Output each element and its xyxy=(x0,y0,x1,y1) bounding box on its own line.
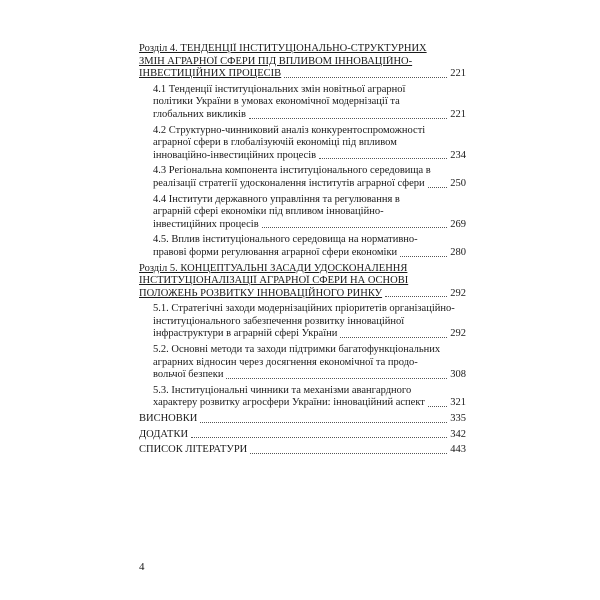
toc-entry-last-line xyxy=(153,178,466,191)
toc-entry-last-line xyxy=(139,288,466,301)
toc-entry-last-line xyxy=(153,328,466,341)
toc-entry-last-line xyxy=(153,397,466,410)
toc-entry-s4-1 xyxy=(139,84,466,122)
toc-entry-last-line xyxy=(153,219,466,232)
table-of-contents xyxy=(139,41,466,460)
toc-entry-title-line: аграрній сфері економіки під впливом інноваційно- xyxy=(153,206,384,218)
toc-entry-page: 250 xyxy=(450,177,466,189)
toc-entry-title-line: вольчої безпеки xyxy=(153,369,224,381)
toc-entry-last-line xyxy=(139,429,466,442)
toc-entry-page: 269 xyxy=(450,218,466,230)
toc-entry-title-line: правові форми регулювання аграрної сфери економіки xyxy=(153,246,398,258)
dot-leader xyxy=(400,256,447,257)
dot-leader xyxy=(428,406,447,407)
dot-leader xyxy=(191,437,447,438)
toc-entry-page: 321 xyxy=(450,397,466,409)
toc-entry-title-line: ЗМІН АГРАРНОЇ СФЕРИ ПІД ВПЛИВОМ ІННОВАЦІЙНО- xyxy=(139,55,413,67)
toc-entry-last-line xyxy=(153,150,466,163)
toc-entry-page: 221 xyxy=(450,108,466,120)
dot-leader xyxy=(284,77,447,78)
page-number: 4 xyxy=(139,561,145,573)
dot-leader xyxy=(262,227,448,228)
toc-entry-last-line xyxy=(139,68,466,81)
toc-entry-title-line: Розділ 4. ТЕНДЕНЦІЇ ІНСТИТУЦІОНАЛЬНО-СТРУКТУРНИХ xyxy=(139,43,427,54)
toc-entry-title-line: СПИСОК ЛІТЕРАТУРИ xyxy=(139,444,248,456)
toc-entry-page: 280 xyxy=(450,246,466,258)
toc-entry-title-line: 4.4 Інститути державного управління та регулювання в xyxy=(153,193,400,205)
toc-entry-conclusions xyxy=(139,413,466,426)
toc-entry-title-line: інституціонального забезпечення розвитку інноваційної xyxy=(153,315,405,327)
dot-leader xyxy=(340,337,447,338)
toc-entry-title-line: інноваційно-інвестиційних процесів xyxy=(153,149,317,161)
toc-entry-last-line xyxy=(139,413,466,426)
toc-entry-title-line: інфраструктури в аграрній сфері України xyxy=(153,328,338,340)
toc-entry-s5-1 xyxy=(139,303,466,341)
dot-leader xyxy=(200,422,447,423)
toc-entry-page: 335 xyxy=(450,413,466,425)
toc-entry-title-line: 5.3. Інституціональні чинники та механізми авангардного xyxy=(153,384,412,396)
toc-entry-s5-2 xyxy=(139,344,466,382)
toc-entry-title-line: ДОДАТКИ xyxy=(139,428,189,440)
dot-leader xyxy=(250,453,447,454)
toc-entry-title-line: 4.3 Регіональна компонента інституціонального середовища в xyxy=(153,165,431,177)
toc-entry-title-line: ВИСНОВКИ xyxy=(139,413,198,425)
toc-entry-s4 xyxy=(139,43,466,81)
toc-entry-title-line: політики України в умовах економічної модернізації та xyxy=(153,96,400,108)
toc-entry-last-line xyxy=(139,444,466,457)
toc-entry-title-line: 4.2 Структурно-чинниковий аналіз конкурентоспроможності xyxy=(153,124,426,136)
toc-entry-page: 221 xyxy=(450,68,466,80)
toc-entry-references xyxy=(139,444,466,457)
toc-entry-title-line: глобальних викликів xyxy=(153,108,247,120)
toc-entry-page: 342 xyxy=(450,428,466,440)
toc-entry-title-line: інвестиційних процесів xyxy=(153,218,259,230)
dot-leader xyxy=(385,296,447,297)
toc-entry-page: 292 xyxy=(450,287,466,299)
toc-entry-title-line: аграрних відносин через досягнення економічної та продо- xyxy=(153,356,418,368)
toc-entry-last-line xyxy=(153,369,466,382)
toc-entry-title-line: 4.1 Тенденції інституціональних змін новітньої аграрної xyxy=(153,83,406,95)
toc-entry-title-line: ПОЛОЖЕНЬ РОЗВИТКУ ІННОВАЦІЙНОГО РИНКУ xyxy=(139,287,383,299)
toc-entry-s4-2 xyxy=(139,125,466,163)
toc-entry-title-line: Розділ 5. КОНЦЕПТУАЛЬНІ ЗАСАДИ УДОСКОНАЛЕННЯ xyxy=(139,262,408,274)
toc-entry-s4-4 xyxy=(139,194,466,232)
toc-entry-s4-5 xyxy=(139,234,466,259)
toc-entry-page: 292 xyxy=(450,328,466,340)
toc-entry-title-line: 4.5. Вплив інституціонального середовища на нормативно- xyxy=(153,234,418,246)
toc-entry-title-line: ІНВЕСТИЦІЙНИХ ПРОЦЕСІВ xyxy=(139,68,282,80)
toc-entry-page: 443 xyxy=(450,444,466,456)
toc-entry-title-line: 5.2. Основні методи та заходи підтримки багатофункціональних xyxy=(153,344,441,356)
dot-leader xyxy=(319,158,447,159)
toc-entry-page: 234 xyxy=(450,149,466,161)
toc-entry-s4-3 xyxy=(139,165,466,190)
toc-entry-last-line xyxy=(153,109,466,122)
dot-leader xyxy=(249,118,447,119)
toc-entry-title-line: реалізації стратегії удосконалення інститутів аграрної сфери xyxy=(153,177,425,189)
toc-entry-appendices xyxy=(139,429,466,442)
toc-entry-title-line: аграрної сфери в глобалізуючій економіці під впливом xyxy=(153,137,397,149)
toc-entry-title-line: ІНСТИТУЦІОНАЛІЗАЦІЇ АГРАРНОЇ СФЕРИ НА ОСНОВІ xyxy=(139,275,409,287)
dot-leader xyxy=(428,187,448,188)
toc-entry-last-line xyxy=(153,247,466,260)
toc-entry-s5-3 xyxy=(139,385,466,410)
toc-entry-title-line: характеру розвитку агросфери України: інноваційний аспект xyxy=(153,397,425,409)
toc-entry-title-line: 5.1. Стратегічні заходи модернізаційних пріоритетів організаційно- xyxy=(153,303,455,315)
toc-entry-s5 xyxy=(139,263,466,301)
dot-leader xyxy=(226,378,447,379)
toc-entry-page: 308 xyxy=(450,369,466,381)
